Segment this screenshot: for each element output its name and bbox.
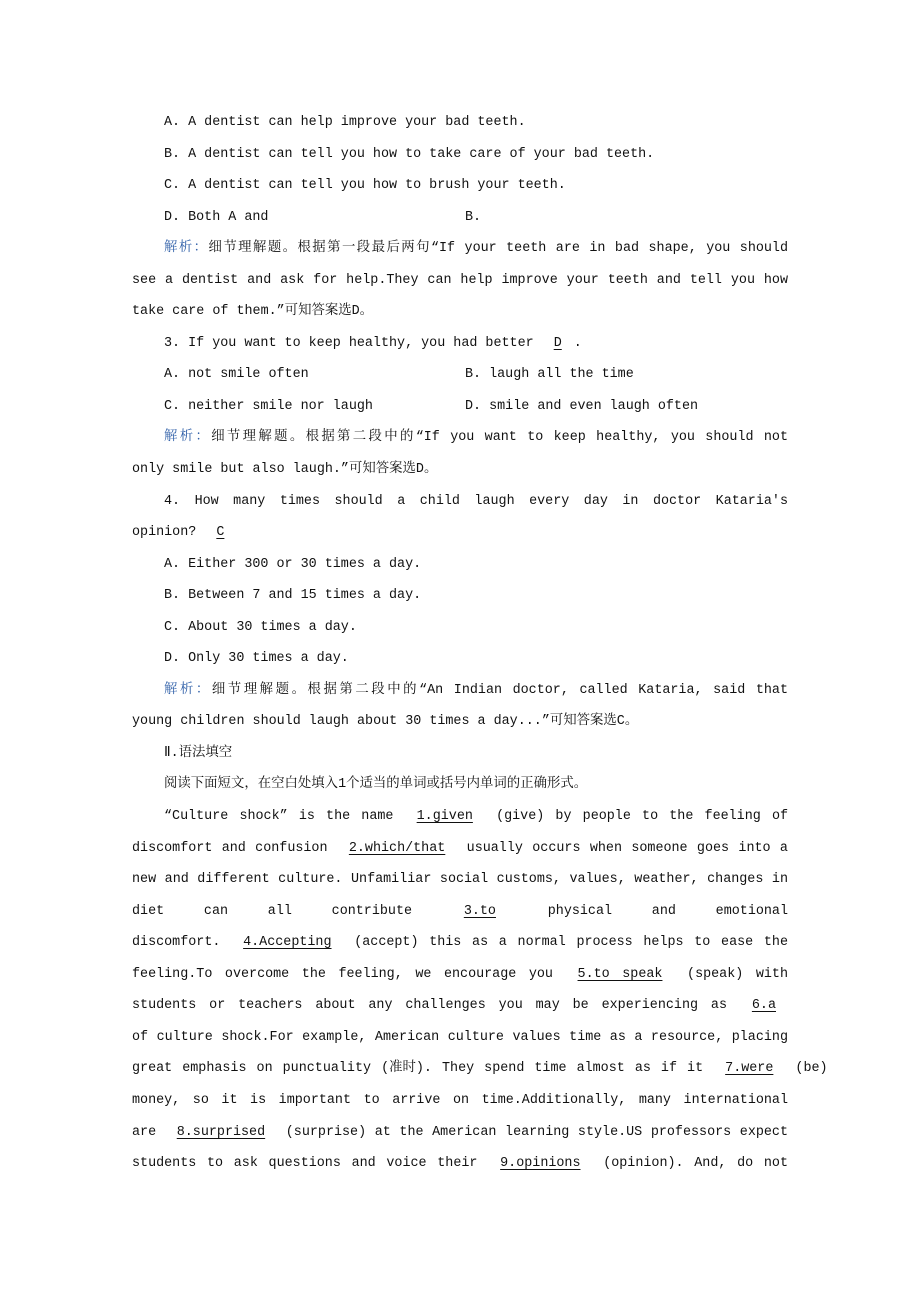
answer-blank: 8.surprised <box>176 1124 266 1140</box>
answer-blank: 7.were <box>725 1061 774 1077</box>
answer-blank: 2.which/that <box>348 840 446 856</box>
passage-text: are <box>132 1124 157 1140</box>
options-row <box>132 391 788 423</box>
answer-blank: 6.a <box>751 998 776 1014</box>
answer-blank: D <box>553 335 562 351</box>
passage-line: of culture shock.For example, American culture values time as a resource, placing <box>132 1029 788 1045</box>
punct: . <box>573 335 582 351</box>
question-4: 4. How many times should a child laugh every day in doctor Kataria's <box>164 493 788 509</box>
answer-blank: 3.to <box>463 903 496 919</box>
explanation-2 <box>132 233 788 265</box>
option-3c: C. neither smile nor laugh <box>164 398 373 414</box>
passage-line <box>132 959 788 991</box>
explanation-text: 细节理解题。根据第二段中的“An Indian doctor, called Kataria, said that <box>211 682 788 698</box>
passage-text: “Culture shock” is the name <box>164 809 394 825</box>
passage-text: (surprise) at the American learning style.US professors expect <box>285 1124 788 1140</box>
passage-line <box>132 1148 788 1180</box>
document-page <box>132 107 828 1180</box>
question-3 <box>132 328 788 360</box>
option-4c: C. About 30 times a day. <box>164 619 357 635</box>
passage-text: (give) by people to the feeling of <box>496 809 788 825</box>
option-4d: D. Only 30 times a day. <box>164 651 349 667</box>
option-2a: A. A dentist can help improve your bad teeth. <box>164 115 526 130</box>
answer-blank: 4.Accepting <box>243 935 332 951</box>
passage-text: usually occurs when someone goes into a <box>466 840 788 856</box>
passage-text: (speak) with <box>687 966 788 982</box>
options-row <box>132 359 788 391</box>
passage-text: students or teachers about any challenges you may be experiencing as <box>132 998 727 1014</box>
passage-text: (opinion). And, do not <box>603 1156 788 1172</box>
explanation-text: see a dentist and ask for help.They can help improve your teeth and tell you how <box>132 272 788 288</box>
option-2d <box>132 202 788 234</box>
explanation-label: 解析： <box>164 430 212 446</box>
explanation-text: take care of them.”可知答案选D。 <box>132 304 374 320</box>
question-stem: opinion? <box>132 525 197 541</box>
passage-text: (be) <box>795 1061 828 1077</box>
passage-text: feeling.To overcome the feeling, we encourage you <box>132 966 553 982</box>
passage-line <box>132 896 788 928</box>
passage-line <box>132 927 788 959</box>
passage-line: money, so it is important to arrive on time.Additionally, many international <box>132 1092 788 1108</box>
option-4b: B. Between 7 and 15 times a day. <box>164 588 422 604</box>
passage-text: discomfort and confusion <box>132 840 328 856</box>
option-2d-tail: B. <box>465 209 482 225</box>
explanation-3 <box>132 422 788 454</box>
explanation-text: young children should laugh about 30 times a day...”可知答案选C。 <box>132 714 639 730</box>
passage-line <box>132 990 788 1022</box>
answer-blank: 5.to speak <box>577 966 663 982</box>
passage-text: discomfort. <box>132 935 221 951</box>
passage-text: great emphasis on punctuality (准时). They spend time almost as if it <box>132 1061 704 1077</box>
option-2c: C. A dentist can tell you how to brush your teeth. <box>164 178 566 194</box>
explanation-4 <box>132 675 788 707</box>
section-instruction: 阅读下面短文，在空白处填入1个适当的单词或括号内单词的正确形式。 <box>164 777 588 793</box>
question-stem: 3. If you want to keep healthy, you had better <box>164 335 534 351</box>
passage-line <box>132 1053 828 1085</box>
question-4-cont <box>132 517 788 549</box>
answer-blank: 1.given <box>416 809 473 825</box>
passage-text: (accept) this as a normal process helps to ease the <box>354 935 788 951</box>
passage-line <box>132 1117 788 1149</box>
option-3b: B. laugh all the time <box>465 367 634 383</box>
passage-text: diet can all contribute <box>132 903 413 919</box>
section-title: Ⅱ.语法填空 <box>164 745 233 761</box>
option-4a: A. Either 300 or 30 times a day. <box>164 556 422 572</box>
explanation-text: 细节理解题。根据第一段最后两句“If your teeth are in bad shape, you should <box>208 241 788 257</box>
answer-blank: 9.opinions <box>500 1156 581 1172</box>
passage-line <box>132 801 788 833</box>
explanation-label: 解析： <box>164 682 212 698</box>
passage-line: new and different culture. Unfamiliar social customs, values, weather, changes in <box>132 872 788 888</box>
option-2b: B. A dentist can tell you how to take care of your bad teeth. <box>164 146 655 162</box>
answer-blank: C <box>216 525 225 541</box>
option-3a: A. not smile often <box>164 367 309 383</box>
explanation-text: only smile but also laugh.”可知答案选D。 <box>132 462 438 478</box>
option-2d-text: D. Both A and <box>164 209 269 225</box>
passage-line <box>132 833 788 865</box>
option-3d: D. smile and even laugh often <box>465 398 699 414</box>
explanation-label: 解析： <box>164 241 209 257</box>
passage-text: students to ask questions and voice their <box>132 1156 478 1172</box>
passage-text: physical and emotional <box>547 903 788 919</box>
explanation-text: 细节理解题。根据第二段中的“If you want to keep healthy, you should not <box>211 430 788 446</box>
